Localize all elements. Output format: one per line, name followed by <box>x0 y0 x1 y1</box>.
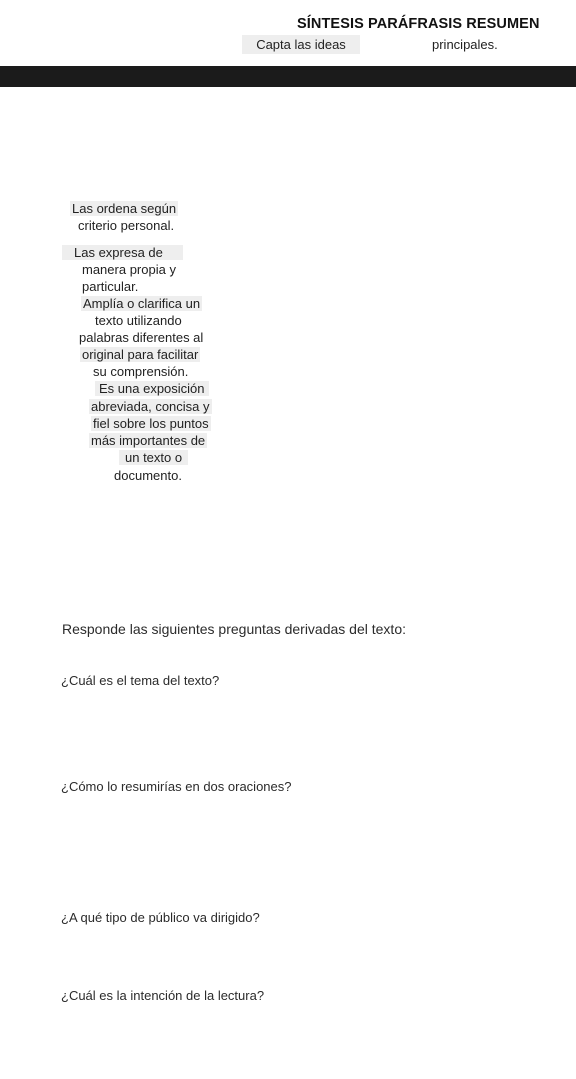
note-amplia-line5: su comprensión. <box>93 364 189 379</box>
questions-intro: Responde las siguientes preguntas derivadas del texto: <box>62 621 406 637</box>
black-divider-bar <box>0 66 576 87</box>
question-1: ¿Cuál es el tema del texto? <box>61 673 220 688</box>
parafrasis-cell: principales. <box>432 37 498 52</box>
note-amplia-line4: original para facilitar <box>82 347 199 362</box>
note-amplia-line2: texto utilizando <box>95 313 182 328</box>
note-expresa-line3: particular. <box>82 279 139 294</box>
table-header-title: SÍNTESIS PARÁFRASIS RESUMEN <box>297 16 540 32</box>
question-3: ¿A qué tipo de público va dirigido? <box>61 910 260 925</box>
note-expresa-line1: Las expresa de <box>62 244 183 261</box>
note-expo-line3: fiel sobre los puntos <box>93 416 209 431</box>
note-expo-line5: un texto o <box>119 449 188 466</box>
sintesis-cell: Capta las ideas <box>242 35 360 54</box>
note-expresa-line2: manera propia y <box>82 262 176 277</box>
note-ordena-line1: Las ordena según <box>72 201 177 216</box>
note-amplia-line1: Amplía o clarifica un <box>83 296 201 311</box>
question-4: ¿Cuál es la intención de la lectura? <box>61 988 265 1003</box>
note-amplia-line3: palabras diferentes al <box>79 330 204 345</box>
note-expo-line4: más importantes de <box>91 433 206 448</box>
note-ordena-line2: criterio personal. <box>78 218 175 233</box>
note-expo-line6: documento. <box>114 468 182 483</box>
note-expo-line1: Es una exposición <box>95 380 209 397</box>
question-2: ¿Cómo lo resumirías en dos oraciones? <box>61 779 292 794</box>
note-expo-line2: abreviada, concisa y <box>91 399 210 414</box>
